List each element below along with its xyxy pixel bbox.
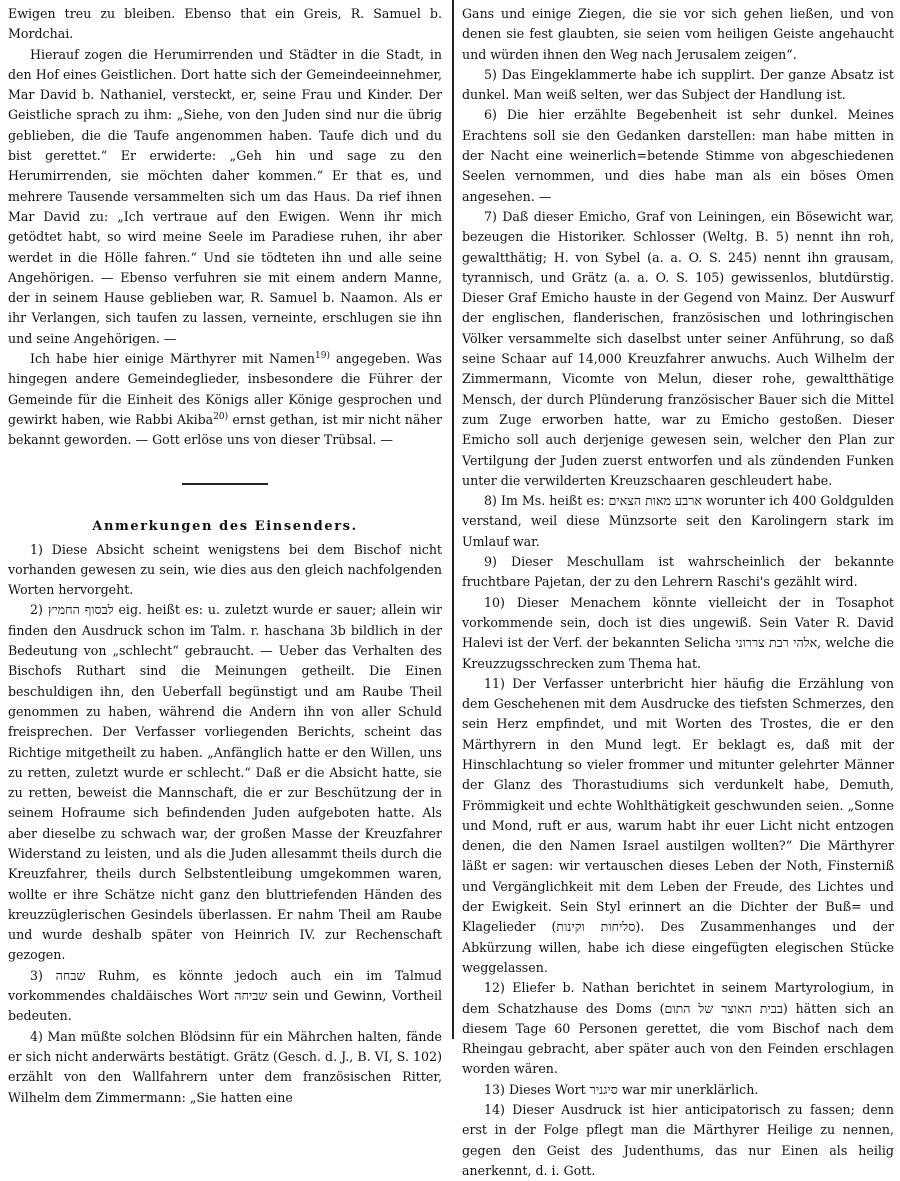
column-divider [452, 0, 454, 1039]
footnote-marker: 19) [315, 350, 330, 361]
note-14: 14) Dieser Ausdruck ist hier anticipatorisch zu fassen; denn erst in der Folge pflegt man die Märthyrer Heilige zu nennen, gegen den Geist des Judenthums, das nur Einen als heilig anerkennt, d. i. Gott. [462, 1102, 894, 1178]
closing-paragraph [8, 349, 442, 450]
note-3: 3) שבחה Ruhm, es könnte jedoch auch ein im Talmud vorkommendes chaldäisches Wort שביחה sein und Gewinn, Vortheil bedeuten. [8, 967, 442, 1024]
note-7: 7) Daß dieser Emicho, Graf von Leiningen, ein Bösewicht war, bezeugen die Historiker. Schlosser (Weltg. B. 5) nennt ihn roh, gewaltthätig; H. von Sybel (a. a. O. S. 245) nennt ihn grausam, tyrannisch, und Grätz (a. a. O. S. 105) gewissenlos, blutdürstig. Dieser Graf Emicho hauste in der Gegend von Mainz. Der Auswurf der englischen, flanderischen, französischen und lothringischen Völker versammelte sich daselbst unter seiner Anführung, so daß seine Schaar auf 14,000 Kreuzfahrer anwuchs. Auch Wilhelm der Zimmermann, Vicomte von Melun, dieser rohe, gewaltthätige Mensch, der durch Plünderung französischer Bauer sich die Mittel zum Zuge erworben hatte, war zu Emicho gestoßen. Dieser Emicho soll auch derjenige gewesen sein, welcher den Plan zur Vertilgung der Juden zuerst entworfen und als zündenden Funken unter die verwilderten Kreuzschaaren geschleudert habe. [462, 208, 894, 488]
text-fragment: angegeben. Was hingegen andere Gemeindeglieder, insbesondere die Führer der Gemeinde für die Einheit des Königs aller Könige gesprochen und gewirkt haben, wie Rabbi Akiba [8, 351, 442, 427]
note-2: 2) לבסוף החמיץ eig. heißt es: u. zuletzt wurde er sauer; allein wir finden den Ausdruck schon im Talm. r. haschana 3b bildlich in der Bedeutung von „schlecht“ gebraucht. — Ueber das Verhalten des Bischofs Ruthart sind die Meinungen getheilt. Die Einen beschuldigen ihn, den Ueberfall begünstigt und am Raube Theil genommen zu haben, während die Andern ihn von aller Schuld freisprechen. Der Verfasser vorliegenden Berichts, scheint das Richtige mitgetheilt zu haben. „Anfänglich hatte er den Willen, uns zu retten, zuletzt wurde er schlecht.“ Daß er die Absicht hatte, sie zu retten, beweist die Mannschaft, die er zur Beschützung der in seinem Hofraume sich befindenden Juden aufgeboten hatte. Als aber dieselbe zu schwach war, der großen Masse der Kreuzfahrer Widerstand zu leisten, und als die Juden allesammt theils durch die Kreuzfahrer, theils durch Selbstentleibung umgekommen waren, wollte er ihre Schätze nicht ganz den bluttriefenden Händen des kreuzzüglerischen Gesindels überlassen. Er nahm Theil am Raube und wurde deshalb später von Heinrich IV. zur Rechenschaft gezogen. [8, 602, 442, 963]
text-fragment: Ich habe hier einige Märthyrer mit Namen [30, 351, 316, 367]
note-8: 8) Im Ms. heißt es: ארבע מאות הצאים worunter ich 400 Goldgulden verstand, weil diese Münzsorte seit den Karolingern stark im Umlauf war. [462, 493, 894, 549]
notes-heading: Anmerkungen des Einsenders. [92, 518, 358, 534]
note-11: 11) Der Verfasser unterbricht hier häufig die Erzählung von dem Geschehenen mit dem Ausdrucke des tiefsten Schmerzes, den sein Herz empfindet, und mit Worten des Trostes, die er den Märthyrern in den Mund legt. Er beklagt es, daß mit der Hinschlachtung so vieler frommer und mitunter gelehrter Männer der Glanz des Thorastudiums sich verdunkelt habe, Demuth, Frömmigkeit und echte Wohlthätigkeit geschwunden seien. „Sonne und Mond, ruft er aus, warum habt ihr euer Licht nicht entzogen denen, die den Namen Israel austilgen wollten?“ Die Märthyrer läßt er sagen: wir vertauschen dieses Leben der Noth, Finsterniß und Vergänglichkeit mit dem Leben der Freude, des Lichtes und der Ewigkeit. Sein Styl erinnert an die Dichter der Buß= und Klagelieder (סליחות וקינות). Des Zusammenhanges und der Abkürzung willen, habe ich diese eingefügten elegischen Stücke weggelassen. [462, 675, 895, 975]
note-13: 13) Dieses Wort סיגניר war mir unerklärlich. [484, 1081, 759, 1097]
footnote-marker: 20) [213, 411, 229, 422]
left-column [8, 4, 442, 1108]
note-12: 12) Eliefer b. Nathan berichtet in seinem Martyrologium, in dem Schatzhause des Doms (בבית האוצר של התום) hätten sich an diesem Tage 60 Personen gerettet, die vom Bischof nach dem Rheingau gebracht, aber später auch von den Feinden erschlagen worden wären. [462, 980, 894, 1077]
note-6: 6) Die hier erzählte Begebenheit ist sehr dunkel. Meines Erachtens soll sie den Gedanken darstellen: man habe mitten in der Nacht eine weinerlich=betende Stimme von abgeschiedenen Seelen vernommen, und dies habe man als ein böses Omen angesehen. — [462, 107, 894, 204]
text-paragraph: Ewigen treu zu bleiben. Ebenso that ein Greis, R. Samuel b. Mordchai. [8, 6, 442, 42]
note-1: 1) Diese Absicht scheint wenigstens bei dem Bischof nicht vorhanden gewesen zu sein, wie dies aus den gleich nachfolgenden Worten hervorgeht. [8, 541, 442, 598]
note-9: 9) Dieser Meschullam ist wahrscheinlich der bekannte fruchtbare Pajetan, der zu den Lehrern Raschi's gezählt wird. [462, 554, 894, 590]
note-4: 4) Man müßte solchen Blödsinn für ein Mährchen halten, fände er sich nicht anderwärts bestätigt. Grätz (Gesch. d. J., B. VI, S. 102) erzählt von den Wallfahrern unter dem französischen Ritter, Wilhelm dem Zimmermann: „Sie hatten eine [8, 1028, 442, 1105]
section-divider [182, 483, 268, 485]
note-10: 10) Dieser Menachem könnte vielleicht der in Tosaphot vorkommende sein, doch ist dies ungewiß. Sein Vater R. David Halevi ist der Verf. der bekannten Selicha אלהי רבת צררוני, welche die Kreuzzugsschrecken zum Thema hat. [462, 594, 894, 671]
text-fragment: ernst gethan, ist mir nicht näher bekannt geworden. — Gott erlöse uns von dieser Trübsal. — [8, 411, 443, 448]
note-4-continuation: Gans und einige Ziegen, die sie vor sich gehen ließen, und von denen sie fest glaubten, sie seien vom heiligen Geiste angehaucht und würden ihnen den Weg nach Jerusalem zeigen“. [462, 6, 894, 62]
note-5: 5) Das Eingeklammerte habe ich supplirt. Der ganze Absatz ist dunkel. Man weiß selten, wer das Subject der Handlung ist. [462, 66, 894, 103]
text-paragraph: Hierauf zogen die Herumirrenden und Städter in die Stadt, in den Hof eines Geistlichen. Dort hatte sich der Gemeindeeinnehmer, Mar David b. Nathaniel, versteckt, er, seine Frau und Kinder. Der Geistliche sprach zu ihm: „Siehe, von den Juden sind nur die übrig geblieben, die die Taufe angenommen haben. Taufe dich und du bist gerettet.“ Er erwiderte: „Geh hin und sage zu den Herumirrenden, sie möchten daher kommen.“ Er that es, und mehrere Tausende versammelten sich um das Haus. Da rief ihnen Mar David zu: „Ich vertraue auf den Ewigen. Wenn ihr mich getödtet habt, so wird meine Seele im Paradiese ruhen, ihr aber werdet in die Hölle fahren.“ Und sie tödteten ihn und alle seine Angehörigen. — Ebenso verfuhren sie mit einem andern Manne, der in seinem Hause geblieben war, R. Samuel b. Naamon. Als er ihr Verlangen, sich taufen zu lassen, verneinte, erschlugen sie ihn und seine Angehörigen. — [8, 46, 442, 346]
right-column [462, 4, 894, 1181]
